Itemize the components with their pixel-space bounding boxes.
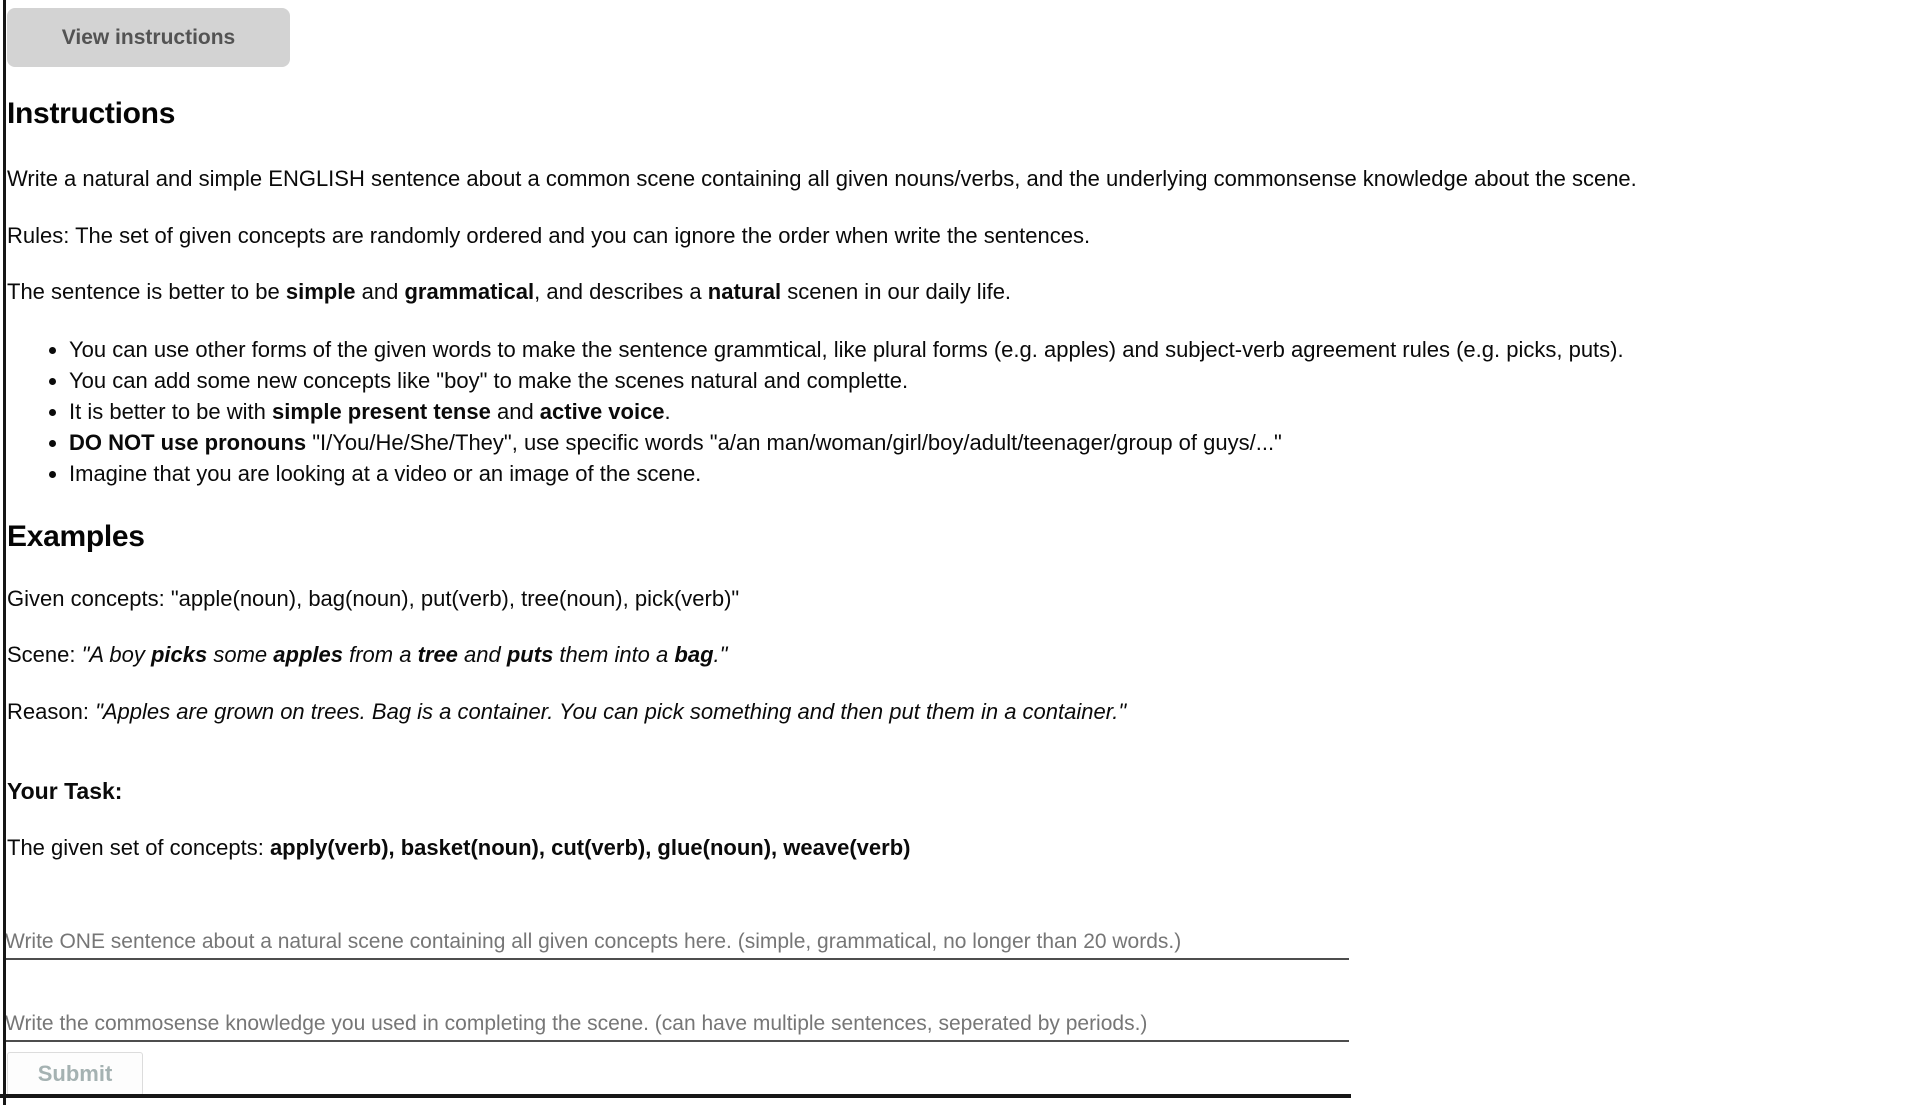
panel-bottom-border (0, 1094, 1351, 1098)
view-instructions-button[interactable]: View instructions (7, 8, 290, 67)
submit-button[interactable]: Submit (7, 1052, 143, 1096)
bullet-new-concepts: • You can add some new concepts like "boy" to make the scenes natural and complette. (69, 365, 1909, 396)
bullet-tense-voice: • It is better to be with simple present tense and active voice. (69, 396, 1909, 427)
your-task-title: Your Task: (7, 778, 123, 804)
example-scene: Scene: "A boy picks some apples from a tree and puts them into a bag." (7, 642, 728, 667)
instruction-paragraph-quality: The sentence is better to be simple and grammatical, and describes a natural scenen in our daily life. (7, 279, 1012, 304)
bullet-imagine-scene: • Imagine that you are looking at a video or an image of the scene. (69, 458, 1909, 489)
bullet-word-forms: • You can use other forms of the given words to make the sentence grammtical, like plural forms (e.g. apples) and subject-verb agreement rules (e.g. picks, puts). (69, 334, 1909, 365)
example-reason: Reason: "Apples are grown on trees. Bag is a container. You can pick something and then put them in a container." (7, 698, 1127, 724)
bullet-no-pronouns: • DO NOT use pronouns "I/You/He/She/They", use specific words "a/an man/woman/girl/boy/adult/teenager/group of guys/..." (69, 427, 1909, 458)
instruction-paragraph-rules: Rules: The set of given concepts are randomly ordered and you can ignore the order when write the sentences. (7, 222, 1091, 248)
knowledge-input[interactable] (5, 1008, 1349, 1042)
instructions-title: Instructions (7, 97, 176, 130)
panel-left-border (3, 0, 6, 1105)
example-given-concepts: Given concepts: "apple(noun), bag(noun), put(verb), tree(noun), pick(verb)" (7, 585, 740, 611)
instructions-panel (7, 96, 1909, 862)
instruction-paragraph-overview: Write a natural and simple ENGLISH sentence about a common scene containing all given nouns/verbs, and the underlying commonsense knowledge about the scene. (7, 166, 1637, 191)
sentence-input[interactable] (5, 926, 1349, 960)
instruction-bullet-list (7, 334, 1909, 489)
task-concepts-line: The given set of concepts: apply(verb), basket(noun), cut(verb), glue(noun), weave(verb) (7, 835, 911, 860)
examples-title: Examples (7, 519, 145, 553)
